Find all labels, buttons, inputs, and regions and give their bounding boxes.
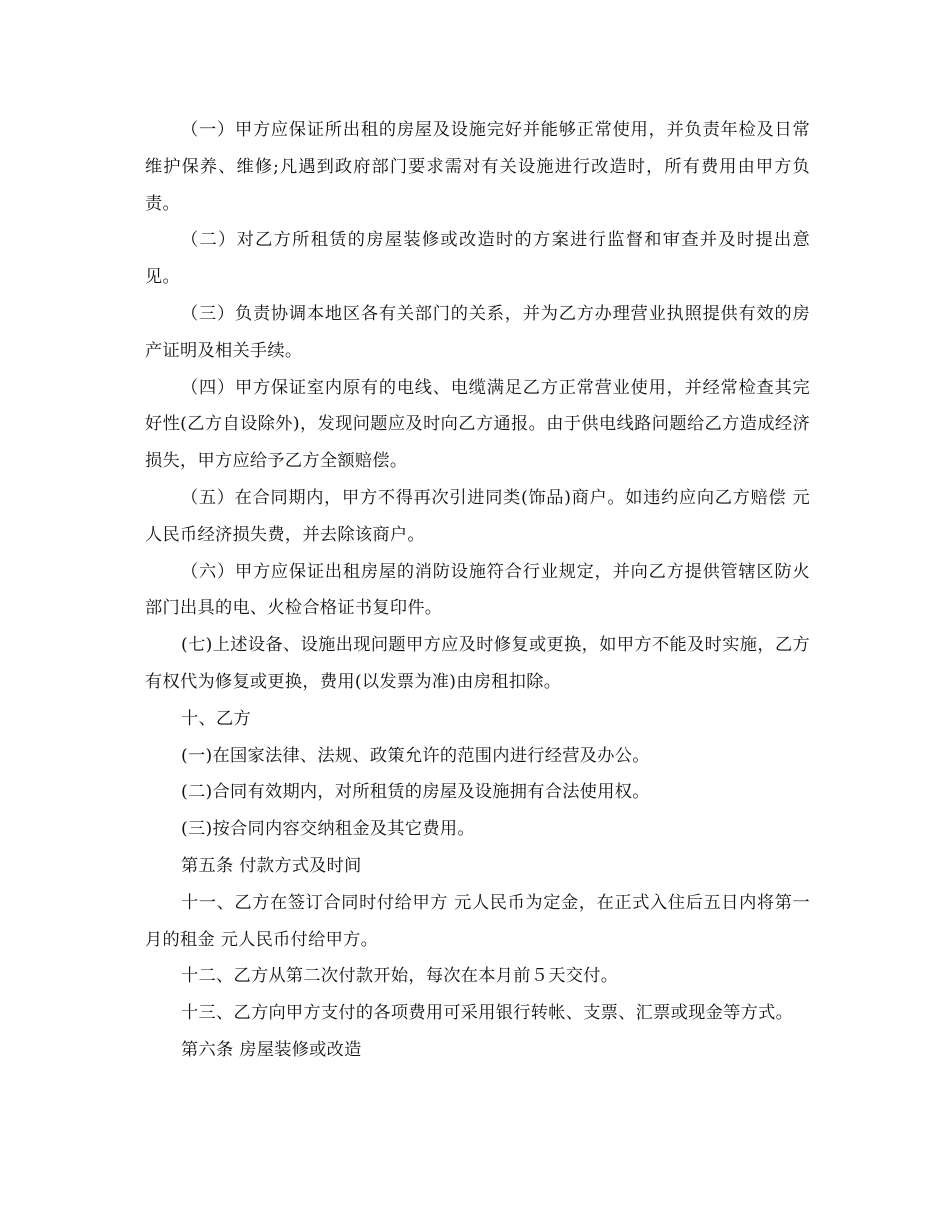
section-heading-tenant: 十、乙方 <box>181 708 251 729</box>
paragraph-landlord-clause-2: （二）对乙方所租赁的房屋装修或改造时的方案进行监督和审查并及时提出意见。 <box>145 230 810 288</box>
paragraph-landlord-clause-1: （一）甲方应保证所出租的房屋及设施完好并能够正常使用，并负责年检及日常维护保养、维修;凡遇到政府部门要求需对有关设施进行改造时，所有费用由甲方负责。 <box>145 120 810 214</box>
paragraph-landlord-clause-3: （三）负责协调本地区各有关部门的关系，并为乙方办理营业执照提供有效的房产证明及相关手续。 <box>145 303 810 361</box>
paragraph-landlord-clause-7: (七)上述设备、设施出现问题甲方应及时修复或更换，如甲方不能及时实施，乙方有权代为修复或更换，费用(以发票为准)由房租扣除。 <box>145 635 810 692</box>
paragraph-landlord-clause-6: （六）甲方应保证出租房屋的消防设施符合行业规定，并向乙方提供管辖区防火部门出具的电、火检合格证书复印件。 <box>145 561 810 619</box>
document-body <box>145 112 810 1069</box>
paragraph-landlord-clause-5: （五）在合同期内，甲方不得再次引进同类(饰品)商户。如违约应向乙方赔偿 元人民币经济损失费，并去除该商户。 <box>145 487 810 545</box>
article-heading-renovation: 第六条 房屋装修或改造 <box>181 1039 362 1060</box>
paragraph-payment-11: 十一、乙方在签订合同时付给甲方 元人民币为定金，在正式入住后五日内将第一月的租金 元人民币付给甲方。 <box>145 892 810 950</box>
paragraph-tenant-clause-3: (三)按合同内容交纳租金及其它费用。 <box>181 819 475 840</box>
paragraph-payment-13: 十三、乙方向甲方支付的各项费用可采用银行转帐、支票、汇票或现金等方式。 <box>181 1003 794 1024</box>
paragraph-tenant-clause-1: (一)在国家法律、法规、政策允许的范围内进行经营及办公。 <box>181 745 650 766</box>
paragraph-landlord-clause-4: （四）甲方保证室内原有的电线、电缆满足乙方正常营业使用，并经常检查其完好性(乙方自设除外)，发现问题应及时向乙方通报。由于供电线路问题给乙方造成经济损失，甲方应给予乙方全额赔偿。 <box>145 377 810 472</box>
paragraph-payment-12: 十二、乙方从第二次付款开始，每次在本月前５天交付。 <box>181 966 619 987</box>
article-heading-payment: 第五条 付款方式及时间 <box>181 855 362 876</box>
paragraph-tenant-clause-2: (二)合同有效期内，对所租赁的房屋及设施拥有合法使用权。 <box>181 782 650 803</box>
